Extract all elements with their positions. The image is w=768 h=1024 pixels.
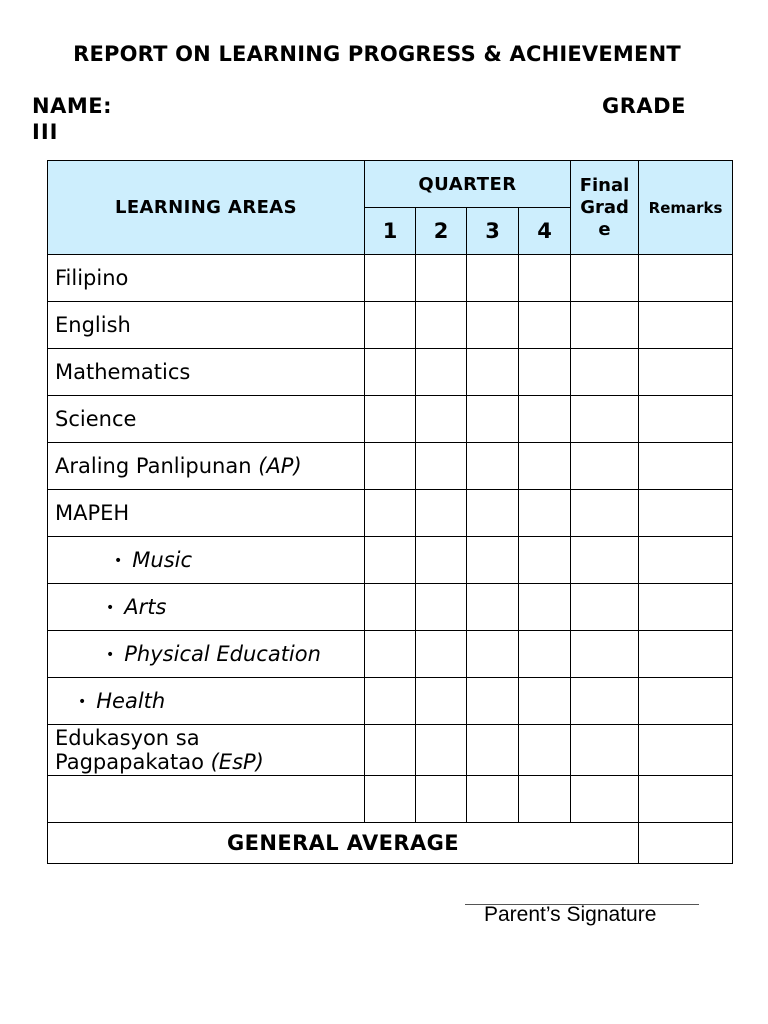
grade-cell[interactable]	[467, 302, 519, 349]
subject-blank[interactable]	[48, 776, 365, 823]
grade-cell[interactable]	[416, 584, 467, 631]
grade-cell[interactable]	[519, 302, 571, 349]
final-grade-cell[interactable]	[571, 255, 639, 302]
grade-cell[interactable]	[467, 490, 519, 537]
grade-cell[interactable]	[467, 776, 519, 823]
table-row	[48, 255, 733, 302]
subject-name-line-2: Pagpapakatao	[55, 750, 211, 774]
grades-table	[47, 160, 733, 864]
remarks-cell[interactable]	[639, 631, 733, 678]
quarter-1-header: 1	[365, 208, 416, 255]
grade-cell[interactable]	[416, 631, 467, 678]
final-grade-line-2: Grad	[580, 196, 629, 218]
table-row	[48, 443, 733, 490]
subject-arts	[48, 584, 365, 631]
grade-cell[interactable]	[416, 302, 467, 349]
grade-cell[interactable]	[467, 396, 519, 443]
grade-cell[interactable]	[416, 349, 467, 396]
remarks-cell[interactable]	[639, 490, 733, 537]
final-grade-line-1: Final	[579, 174, 630, 196]
table-row	[48, 302, 733, 349]
grade-cell[interactable]	[519, 584, 571, 631]
grade-cell[interactable]	[519, 490, 571, 537]
grade-cell[interactable]	[416, 396, 467, 443]
remarks-cell[interactable]	[639, 537, 733, 584]
final-grade-cell[interactable]	[571, 631, 639, 678]
remarks-cell[interactable]	[639, 678, 733, 725]
grade-cell[interactable]	[519, 255, 571, 302]
subject-mapeh: MAPEH	[48, 490, 365, 537]
final-grade-cell[interactable]	[571, 349, 639, 396]
grade-cell[interactable]	[519, 631, 571, 678]
subject-health	[48, 678, 365, 725]
final-grade-cell[interactable]	[571, 443, 639, 490]
subject-name: Health	[96, 689, 166, 713]
report-title: REPORT ON LEARNING PROGRESS & ACHIEVEMENT	[73, 42, 681, 66]
grade-cell[interactable]	[365, 255, 416, 302]
subject-science: Science	[48, 396, 365, 443]
final-grade-cell[interactable]	[571, 396, 639, 443]
table-row	[48, 396, 733, 443]
final-grade-line-3: e	[598, 218, 611, 240]
grade-cell[interactable]	[519, 776, 571, 823]
general-average-label: GENERAL AVERAGE	[48, 823, 639, 864]
final-grade-cell[interactable]	[571, 537, 639, 584]
final-grade-cell[interactable]	[571, 490, 639, 537]
remarks-header: Remarks	[639, 161, 733, 255]
subject-physical-education	[48, 631, 365, 678]
subject-name: Araling Panlipunan	[55, 454, 259, 478]
bullet-icon: •	[106, 600, 115, 616]
remarks-cell[interactable]	[639, 302, 733, 349]
grade-cell[interactable]	[416, 255, 467, 302]
subject-araling-panlipunan	[48, 443, 365, 490]
table-row	[48, 725, 733, 776]
grade-cell[interactable]	[365, 776, 416, 823]
name-label: NAME:	[32, 94, 112, 118]
grade-cell[interactable]	[416, 490, 467, 537]
subject-english: English	[48, 302, 365, 349]
quarter-2-header: 2	[416, 208, 467, 255]
final-grade-cell[interactable]	[571, 776, 639, 823]
grade-cell[interactable]	[519, 678, 571, 725]
final-grade-cell[interactable]	[571, 302, 639, 349]
grade-cell[interactable]	[467, 678, 519, 725]
grade-cell[interactable]	[416, 725, 467, 776]
grade-cell[interactable]	[365, 584, 416, 631]
quarter-4-header: 4	[519, 208, 571, 255]
subject-name-line-1: Edukasyon sa	[55, 726, 200, 750]
grade-cell[interactable]	[467, 725, 519, 776]
final-grade-cell[interactable]	[571, 678, 639, 725]
grade-cell[interactable]	[519, 725, 571, 776]
table-row	[48, 537, 733, 584]
quarter-3-header: 3	[467, 208, 519, 255]
grade-value: III	[32, 120, 59, 144]
grade-cell[interactable]	[365, 302, 416, 349]
table-row	[48, 776, 733, 823]
parent-signature-label: Parent’s Signature	[484, 903, 657, 926]
remarks-cell[interactable]	[639, 349, 733, 396]
table-row	[48, 678, 733, 725]
table-row	[48, 349, 733, 396]
grade-cell[interactable]	[416, 678, 467, 725]
table-row	[48, 584, 733, 631]
learning-areas-header: LEARNING AREAS	[48, 161, 365, 255]
bullet-icon: •	[78, 694, 87, 710]
final-grade-header	[571, 161, 639, 255]
remarks-cell[interactable]	[639, 584, 733, 631]
bullet-icon: •	[114, 553, 123, 569]
table-row	[48, 490, 733, 537]
subject-name: Physical Education	[124, 642, 321, 666]
subject-mathematics: Mathematics	[48, 349, 365, 396]
grade-cell[interactable]	[365, 396, 416, 443]
grade-cell[interactable]	[467, 631, 519, 678]
grade-cell[interactable]	[365, 490, 416, 537]
remarks-cell[interactable]	[639, 396, 733, 443]
general-average-cell[interactable]	[639, 823, 733, 864]
subject-esp	[48, 725, 365, 776]
grade-cell[interactable]	[467, 349, 519, 396]
remarks-cell[interactable]	[639, 443, 733, 490]
remarks-cell[interactable]	[639, 776, 733, 823]
grade-cell[interactable]	[416, 776, 467, 823]
subject-filipino: Filipino	[48, 255, 365, 302]
grade-cell[interactable]	[365, 443, 416, 490]
subject-music	[48, 537, 365, 584]
grade-cell[interactable]	[365, 537, 416, 584]
grade-cell[interactable]	[365, 631, 416, 678]
subject-name: Arts	[124, 595, 167, 619]
grade-cell[interactable]	[467, 537, 519, 584]
quarter-header: QUARTER	[365, 161, 571, 208]
remarks-cell[interactable]	[639, 725, 733, 776]
grade-cell[interactable]	[467, 443, 519, 490]
grade-cell[interactable]	[519, 443, 571, 490]
grade-cell[interactable]	[519, 537, 571, 584]
grade-cell[interactable]	[416, 537, 467, 584]
general-average-row	[48, 823, 733, 864]
grade-cell[interactable]	[467, 584, 519, 631]
grade-cell[interactable]	[519, 396, 571, 443]
bullet-icon: •	[106, 647, 115, 663]
grade-cell[interactable]	[467, 255, 519, 302]
grade-label: GRADE	[602, 94, 686, 118]
grade-cell[interactable]	[416, 443, 467, 490]
remarks-cell[interactable]	[639, 255, 733, 302]
grade-cell[interactable]	[519, 349, 571, 396]
grade-cell[interactable]	[365, 678, 416, 725]
subject-abbrev: (EsP)	[210, 750, 264, 774]
final-grade-cell[interactable]	[571, 725, 639, 776]
subject-abbrev: (AP)	[258, 454, 302, 478]
table-row	[48, 631, 733, 678]
grade-cell[interactable]	[365, 349, 416, 396]
final-grade-cell[interactable]	[571, 584, 639, 631]
subject-name: Music	[132, 548, 193, 572]
grade-cell[interactable]	[365, 725, 416, 776]
